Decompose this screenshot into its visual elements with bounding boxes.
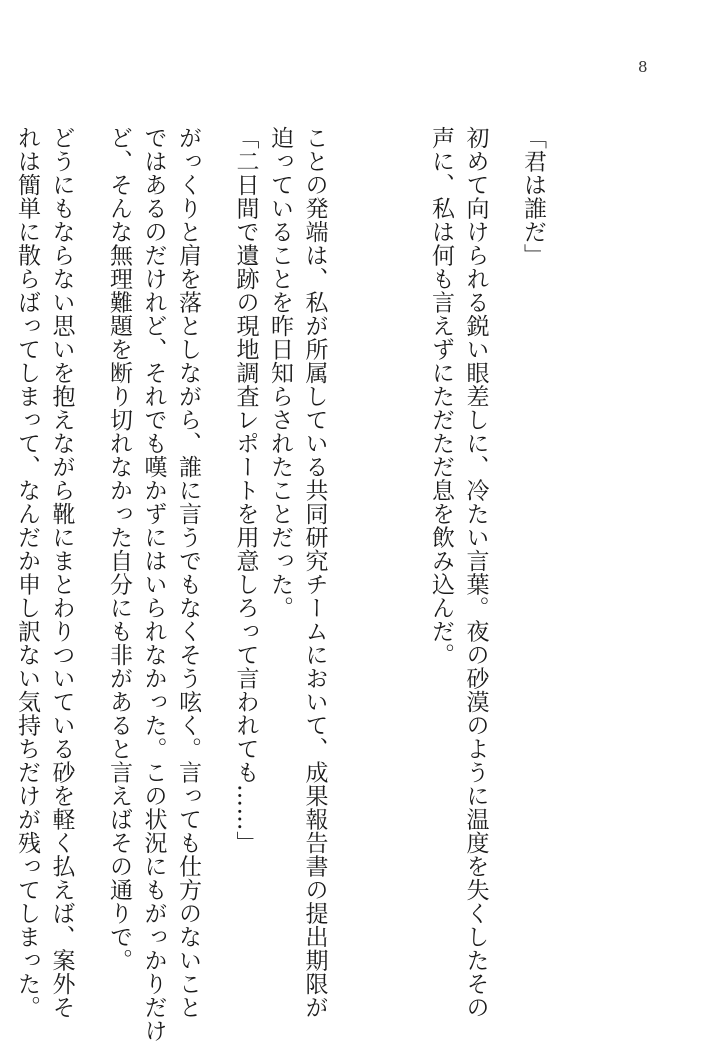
text-line: 声に、私は何も言えずにただただ息を飲み込んだ。 xyxy=(428,126,454,667)
text-line: ど、そんな無理難題を断り切れなかった自分にも非があると言えばその通りで。 xyxy=(106,126,132,972)
text-line: どうにもならない思いを抱えながら靴にまとわりついている砂を軽く払えば、案外そ xyxy=(48,126,75,1019)
page-number: 8 xyxy=(638,58,648,76)
blank-line xyxy=(355,126,390,986)
blank-line xyxy=(389,126,424,986)
text-line: ではあるのだけれど、それでも嘆かずにはいられなかった。この状況にもがっかりだけ xyxy=(140,126,167,1043)
text-line: がっくりと肩を落としながら、誰に言うでもなくそう呟く。言っても仕方のないこと xyxy=(175,126,201,1019)
text-line: 「二日間で遺跡の現地調査レポートを用意しろって言われても……」 xyxy=(232,126,259,855)
text-line: ことの発端は、私が所属している共同研究チームにおいて、成果報告書の提出期限が xyxy=(301,126,328,1019)
text-line: 迫っていることを昨日知らされたことだった。 xyxy=(267,126,293,620)
text-line: れは簡単に散らばってしまって、なんだか申し訳ない気持ちだけが残ってしまった。 xyxy=(14,126,40,1019)
text-line: 「君は誰だ」 xyxy=(520,126,546,267)
text-line: 初めて向けられる鋭い眼差しに、冷たい言葉。夜の砂漠のように温度を失くしたその xyxy=(462,126,489,1019)
vertical-text-body xyxy=(0,126,550,1043)
text-line xyxy=(0,126,10,986)
